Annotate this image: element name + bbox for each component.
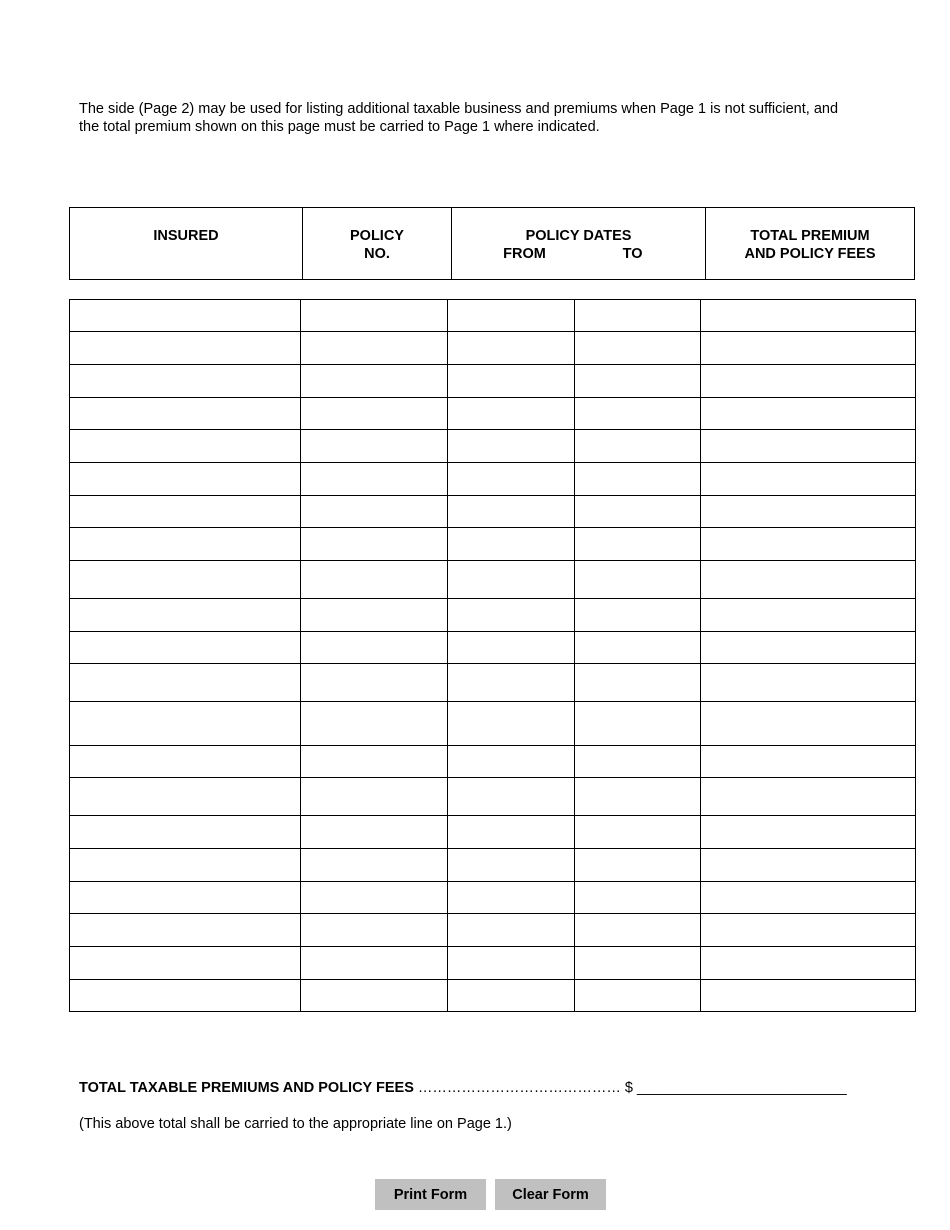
insured-cell bbox=[70, 561, 301, 599]
policy-no-cell bbox=[301, 980, 448, 1012]
policy-no-input[interactable] bbox=[301, 816, 447, 848]
date-from-cell bbox=[448, 463, 575, 496]
premium-cell bbox=[701, 664, 916, 702]
table-row bbox=[70, 398, 916, 430]
date-from-input[interactable] bbox=[448, 398, 574, 429]
date-to-cell bbox=[575, 980, 701, 1012]
dates-header-line1: POLICY DATES bbox=[525, 228, 632, 244]
premium-input[interactable] bbox=[701, 914, 915, 946]
date-from-input[interactable] bbox=[448, 702, 574, 745]
table-row bbox=[70, 463, 916, 496]
date-from-cell bbox=[448, 398, 575, 430]
date-from-cell bbox=[448, 778, 575, 816]
date-to-cell bbox=[575, 430, 701, 463]
insured-input[interactable] bbox=[70, 430, 300, 462]
premium-input[interactable] bbox=[701, 430, 915, 462]
insured-input[interactable] bbox=[70, 702, 300, 745]
table-row bbox=[70, 914, 916, 947]
policy-no-input[interactable] bbox=[301, 430, 447, 462]
date-from-input[interactable] bbox=[448, 947, 574, 979]
date-to-input[interactable] bbox=[575, 980, 700, 1011]
date-to-input[interactable] bbox=[575, 702, 700, 745]
insured-input[interactable] bbox=[70, 746, 300, 777]
premium-input[interactable] bbox=[701, 632, 915, 663]
date-from-cell bbox=[448, 300, 575, 332]
date-to-cell bbox=[575, 914, 701, 947]
date-to-input[interactable] bbox=[575, 496, 700, 527]
policy-no-cell bbox=[301, 561, 448, 599]
premium-input[interactable] bbox=[701, 300, 915, 331]
insured-cell bbox=[70, 664, 301, 702]
premium-cell bbox=[701, 849, 916, 882]
insured-input[interactable] bbox=[70, 496, 300, 527]
insured-input[interactable] bbox=[70, 882, 300, 913]
insured-cell bbox=[70, 528, 301, 561]
premium-input[interactable] bbox=[701, 947, 915, 979]
date-from-input[interactable] bbox=[448, 816, 574, 848]
table-row bbox=[70, 980, 916, 1012]
insured-cell bbox=[70, 947, 301, 980]
insured-cell bbox=[70, 599, 301, 632]
date-from-cell bbox=[448, 882, 575, 914]
policy-no-header bbox=[303, 208, 452, 280]
date-to-cell bbox=[575, 746, 701, 778]
policy-no-input[interactable] bbox=[301, 599, 447, 631]
policy-no-input[interactable] bbox=[301, 980, 447, 1011]
premium-input[interactable] bbox=[701, 599, 915, 631]
insured-input[interactable] bbox=[70, 398, 300, 429]
policy-no-cell bbox=[301, 463, 448, 496]
premium-cell bbox=[701, 365, 916, 398]
insured-input[interactable] bbox=[70, 599, 300, 631]
date-from-input[interactable] bbox=[448, 632, 574, 663]
print-form-button[interactable]: Print Form bbox=[375, 1179, 486, 1210]
date-from-input[interactable] bbox=[448, 463, 574, 495]
premium-input[interactable] bbox=[701, 561, 915, 598]
date-from-cell bbox=[448, 746, 575, 778]
policy-dates-header bbox=[452, 208, 706, 280]
date-from-input[interactable] bbox=[448, 664, 574, 701]
date-to-input[interactable] bbox=[575, 599, 700, 631]
date-to-input[interactable] bbox=[575, 365, 700, 397]
table-row bbox=[70, 632, 916, 664]
policy-no-cell bbox=[301, 599, 448, 632]
insured-cell bbox=[70, 632, 301, 664]
premium-cell bbox=[701, 300, 916, 332]
date-to-cell bbox=[575, 947, 701, 980]
policy-no-input[interactable] bbox=[301, 561, 447, 598]
date-to-input[interactable] bbox=[575, 430, 700, 462]
insured-cell bbox=[70, 332, 301, 365]
premium-input[interactable] bbox=[701, 980, 915, 1011]
policy-no-cell bbox=[301, 746, 448, 778]
date-to-cell bbox=[575, 496, 701, 528]
premium-header-line1: TOTAL PREMIUM bbox=[750, 228, 870, 244]
policy-no-input[interactable] bbox=[301, 849, 447, 881]
intro-text bbox=[79, 100, 909, 136]
policy-header-line2: NO. bbox=[364, 246, 390, 262]
date-to-input[interactable] bbox=[575, 849, 700, 881]
date-from-cell bbox=[448, 332, 575, 365]
date-to-cell bbox=[575, 561, 701, 599]
carry-note: (This above total shall be carried to the appropriate line on Page 1.) bbox=[79, 1116, 512, 1132]
date-to-cell bbox=[575, 778, 701, 816]
premium-cell bbox=[701, 947, 916, 980]
table-row bbox=[70, 561, 916, 599]
premium-header bbox=[706, 208, 915, 280]
premium-input[interactable] bbox=[701, 778, 915, 815]
date-from-cell bbox=[448, 702, 575, 746]
insured-input[interactable] bbox=[70, 980, 300, 1011]
insured-input[interactable] bbox=[70, 947, 300, 979]
date-to-input[interactable] bbox=[575, 947, 700, 979]
insured-cell bbox=[70, 430, 301, 463]
policy-no-cell bbox=[301, 398, 448, 430]
insured-header-label: INSURED bbox=[153, 228, 219, 244]
premium-input[interactable] bbox=[701, 332, 915, 364]
date-to-input[interactable] bbox=[575, 816, 700, 848]
date-from-input[interactable] bbox=[448, 980, 574, 1011]
premium-cell bbox=[701, 980, 916, 1012]
insured-cell bbox=[70, 300, 301, 332]
entry-table bbox=[69, 299, 916, 1012]
premium-input[interactable] bbox=[701, 849, 915, 881]
premium-cell bbox=[701, 561, 916, 599]
premium-input[interactable] bbox=[701, 463, 915, 495]
policy-no-input[interactable] bbox=[301, 496, 447, 527]
policy-no-cell bbox=[301, 300, 448, 332]
insured-input[interactable] bbox=[70, 816, 300, 848]
table-row bbox=[70, 882, 916, 914]
date-to-cell bbox=[575, 702, 701, 746]
date-from-input[interactable] bbox=[448, 561, 574, 598]
insured-input[interactable] bbox=[70, 849, 300, 881]
table-row bbox=[70, 664, 916, 702]
premium-input[interactable] bbox=[701, 398, 915, 429]
date-from-input[interactable] bbox=[448, 528, 574, 560]
premium-cell bbox=[701, 430, 916, 463]
policy-header-line1: POLICY bbox=[350, 228, 404, 244]
insured-input[interactable] bbox=[70, 914, 300, 946]
date-from-cell bbox=[448, 980, 575, 1012]
date-to-input[interactable] bbox=[575, 914, 700, 946]
premium-input[interactable] bbox=[701, 496, 915, 527]
policy-no-input[interactable] bbox=[301, 463, 447, 495]
table-row bbox=[70, 430, 916, 463]
date-from-cell bbox=[448, 599, 575, 632]
insured-cell bbox=[70, 882, 301, 914]
date-from-input[interactable] bbox=[448, 300, 574, 331]
date-to-cell bbox=[575, 528, 701, 561]
total-leader: …………………………………… $ __________________________ bbox=[417, 1080, 847, 1096]
insured-cell bbox=[70, 778, 301, 816]
insured-cell bbox=[70, 398, 301, 430]
policy-no-cell bbox=[301, 816, 448, 849]
policy-no-input[interactable] bbox=[301, 632, 447, 663]
dates-from-label: FROM bbox=[503, 246, 546, 262]
date-from-input[interactable] bbox=[448, 914, 574, 946]
premium-input[interactable] bbox=[701, 528, 915, 560]
table-header bbox=[69, 207, 915, 280]
policy-no-cell bbox=[301, 332, 448, 365]
date-from-input[interactable] bbox=[448, 882, 574, 913]
policy-no-cell bbox=[301, 778, 448, 816]
date-to-cell bbox=[575, 632, 701, 664]
policy-no-cell bbox=[301, 849, 448, 882]
clear-form-button[interactable]: Clear Form bbox=[495, 1179, 606, 1210]
insured-cell bbox=[70, 980, 301, 1012]
intro-line-2: the total premium shown on this page must be carried to Page 1 where indicated. bbox=[79, 119, 600, 135]
policy-no-cell bbox=[301, 702, 448, 746]
policy-no-input[interactable] bbox=[301, 365, 447, 397]
premium-cell bbox=[701, 332, 916, 365]
policy-no-input[interactable] bbox=[301, 332, 447, 364]
insured-input[interactable] bbox=[70, 300, 300, 331]
policy-no-input[interactable] bbox=[301, 882, 447, 913]
premium-input[interactable] bbox=[701, 816, 915, 848]
total-line bbox=[79, 1080, 847, 1096]
dates-to-label: TO bbox=[622, 246, 643, 262]
date-from-input[interactable] bbox=[448, 778, 574, 815]
insured-input[interactable] bbox=[70, 365, 300, 397]
date-from-cell bbox=[448, 914, 575, 947]
date-to-cell bbox=[575, 599, 701, 632]
date-to-input[interactable] bbox=[575, 778, 700, 815]
insured-cell bbox=[70, 365, 301, 398]
date-to-input[interactable] bbox=[575, 332, 700, 364]
date-from-input[interactable] bbox=[448, 746, 574, 777]
date-to-input[interactable] bbox=[575, 528, 700, 560]
policy-no-cell bbox=[301, 528, 448, 561]
date-from-cell bbox=[448, 947, 575, 980]
premium-cell bbox=[701, 914, 916, 947]
policy-no-cell bbox=[301, 882, 448, 914]
date-from-input[interactable] bbox=[448, 365, 574, 397]
premium-cell bbox=[701, 463, 916, 496]
insured-input[interactable] bbox=[70, 463, 300, 495]
premium-cell bbox=[701, 746, 916, 778]
insured-input[interactable] bbox=[70, 664, 300, 701]
date-from-cell bbox=[448, 816, 575, 849]
date-to-input[interactable] bbox=[575, 463, 700, 495]
date-from-cell bbox=[448, 664, 575, 702]
policy-no-input[interactable] bbox=[301, 398, 447, 429]
premium-input[interactable] bbox=[701, 746, 915, 777]
premium-cell bbox=[701, 882, 916, 914]
date-from-cell bbox=[448, 496, 575, 528]
dates-from-to bbox=[453, 245, 704, 263]
policy-no-cell bbox=[301, 496, 448, 528]
date-to-input[interactable] bbox=[575, 882, 700, 913]
date-to-cell bbox=[575, 664, 701, 702]
insured-input[interactable] bbox=[70, 528, 300, 560]
insured-cell bbox=[70, 746, 301, 778]
total-label: TOTAL TAXABLE PREMIUMS AND POLICY FEES bbox=[79, 1080, 414, 1096]
premium-input[interactable] bbox=[701, 702, 915, 745]
date-from-cell bbox=[448, 849, 575, 882]
date-to-cell bbox=[575, 463, 701, 496]
date-to-input[interactable] bbox=[575, 398, 700, 429]
date-to-input[interactable] bbox=[575, 632, 700, 663]
insured-cell bbox=[70, 816, 301, 849]
premium-cell bbox=[701, 496, 916, 528]
date-to-cell bbox=[575, 332, 701, 365]
premium-cell bbox=[701, 398, 916, 430]
insured-cell bbox=[70, 702, 301, 746]
policy-no-input[interactable] bbox=[301, 914, 447, 946]
date-from-input[interactable] bbox=[448, 430, 574, 462]
date-to-cell bbox=[575, 300, 701, 332]
date-to-cell bbox=[575, 849, 701, 882]
date-from-cell bbox=[448, 528, 575, 561]
date-to-input[interactable] bbox=[575, 746, 700, 777]
insured-input[interactable] bbox=[70, 778, 300, 815]
table-row bbox=[70, 496, 916, 528]
policy-no-input[interactable] bbox=[301, 746, 447, 777]
date-to-cell bbox=[575, 398, 701, 430]
insured-header bbox=[70, 208, 303, 280]
date-from-cell bbox=[448, 632, 575, 664]
insured-input[interactable] bbox=[70, 632, 300, 663]
premium-cell bbox=[701, 632, 916, 664]
policy-no-cell bbox=[301, 914, 448, 947]
date-to-input[interactable] bbox=[575, 561, 700, 598]
table-row bbox=[70, 746, 916, 778]
table-row bbox=[70, 816, 916, 849]
insured-cell bbox=[70, 914, 301, 947]
policy-no-input[interactable] bbox=[301, 947, 447, 979]
policy-no-cell bbox=[301, 365, 448, 398]
table-row bbox=[70, 332, 916, 365]
policy-no-cell bbox=[301, 947, 448, 980]
table-row bbox=[70, 528, 916, 561]
premium-input[interactable] bbox=[701, 882, 915, 913]
premium-cell bbox=[701, 599, 916, 632]
premium-cell bbox=[701, 816, 916, 849]
policy-no-input[interactable] bbox=[301, 528, 447, 560]
date-to-cell bbox=[575, 365, 701, 398]
insured-input[interactable] bbox=[70, 561, 300, 598]
insured-cell bbox=[70, 496, 301, 528]
date-to-input[interactable] bbox=[575, 300, 700, 331]
date-from-cell bbox=[448, 561, 575, 599]
date-from-input[interactable] bbox=[448, 599, 574, 631]
date-from-input[interactable] bbox=[448, 332, 574, 364]
insured-input[interactable] bbox=[70, 332, 300, 364]
policy-no-cell bbox=[301, 664, 448, 702]
premium-cell bbox=[701, 702, 916, 746]
premium-input[interactable] bbox=[701, 664, 915, 701]
premium-cell bbox=[701, 528, 916, 561]
date-from-cell bbox=[448, 365, 575, 398]
policy-no-input[interactable] bbox=[301, 300, 447, 331]
table-row bbox=[70, 778, 916, 816]
premium-input[interactable] bbox=[701, 365, 915, 397]
insured-cell bbox=[70, 849, 301, 882]
policy-no-input[interactable] bbox=[301, 664, 447, 701]
table-row bbox=[70, 300, 916, 332]
policy-no-input[interactable] bbox=[301, 702, 447, 745]
date-to-input[interactable] bbox=[575, 664, 700, 701]
date-from-input[interactable] bbox=[448, 496, 574, 527]
policy-no-cell bbox=[301, 430, 448, 463]
date-from-cell bbox=[448, 430, 575, 463]
premium-header-line2: AND POLICY FEES bbox=[744, 246, 876, 262]
table-row bbox=[70, 947, 916, 980]
table-row bbox=[70, 365, 916, 398]
policy-no-input[interactable] bbox=[301, 778, 447, 815]
date-from-input[interactable] bbox=[448, 849, 574, 881]
policy-no-cell bbox=[301, 632, 448, 664]
date-to-cell bbox=[575, 882, 701, 914]
table-row bbox=[70, 702, 916, 746]
date-to-cell bbox=[575, 816, 701, 849]
table-row bbox=[70, 849, 916, 882]
table-row bbox=[70, 599, 916, 632]
intro-line-1: The side (Page 2) may be used for listing additional taxable business and premiums when Page 1 is not sufficient, and bbox=[79, 101, 839, 117]
insured-cell bbox=[70, 463, 301, 496]
premium-cell bbox=[701, 778, 916, 816]
